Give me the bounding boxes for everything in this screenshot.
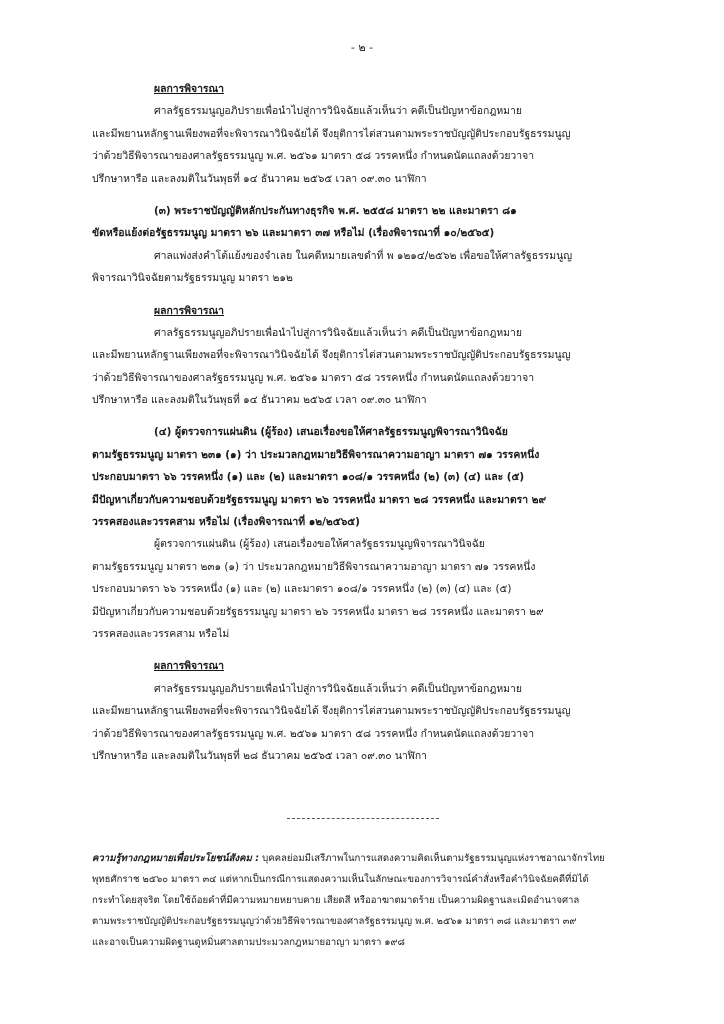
case-title-line: (๔) ผู้ตรวจการแผ่นดิน (ผู้ร้อง) เสนอเรื่องขอให้ศาลรัฐธรรมนูญพิจารณาวินิจฉัย: [154, 426, 508, 439]
section-heading: ผลการพิจารณา: [154, 660, 224, 673]
paragraph-line: และมีพยานหลักฐานเพียงพอที่จะพิจารณาวินิจฉัยได้ จึงยุติการไต่สวนตามพระราชบัญญัติประกอบรัฐธรรมนูญ: [92, 705, 571, 718]
paragraph-line: และมีพยานหลักฐานเพียงพอที่จะพิจารณาวินิจฉัยได้ จึงยุติการไต่สวนตามพระราชบัญญัติประกอบรัฐธรรมนูญ: [92, 127, 571, 140]
case-title-line: มีปัญหาเกี่ยวกับความชอบด้วยรัฐธรรมนูญ มาตรา ๒๖ วรรคหนึ่ง มาตรา ๒๘ วรรคหนึ่ง และมาตรา ๒๙: [92, 493, 547, 506]
section-heading: ผลการพิจารณา: [154, 83, 224, 95]
paragraph-line: ศาลรัฐธรรมนูญอภิปรายเพื่อนำไปสู่การวินิจฉัยแล้วเห็นว่า คดีเป็นปัญหาข้อกฎหมาย: [154, 326, 522, 339]
legal-notice-label: ความรู้ทางกฎหมายเพื่อประโยชน์สังคม :: [92, 853, 260, 864]
paragraph-line: วรรคสองและวรรคสาม หรือไม่: [92, 627, 230, 640]
legal-notice-line: พุทธศักราช ๒๕๖๐ มาตรา ๓๔ แต่หากเป็นกรณีการแสดงความเห็นในลักษณะของการวิจารณ์คำสั่งหรือคำวินิจฉัยคดีที่มิได้: [92, 874, 589, 885]
paragraph-line: ประกอบมาตรา ๖๖ วรรคหนึ่ง (๑) และ (๒) และมาตรา ๑๐๘/๑ วรรคหนึ่ง (๒) (๓) (๔) และ (๕): [92, 583, 512, 596]
paragraph-line: ปรึกษาหารือ และลงมติในวันพุธที่ ๑๔ ธันวาคม ๒๕๖๕ เวลา ๐๙.๓๐ นาฬิกา: [92, 172, 427, 185]
paragraph-line: ปรึกษาหารือ และลงมติในวันพุธที่ ๑๔ ธันวาคม ๒๕๖๕ เวลา ๐๙.๓๐ นาฬิกา: [92, 394, 427, 407]
paragraph-line: ตามรัฐธรรมนูญ มาตรา ๒๓๑ (๑) ว่า ประมวลกฎหมายวิธีพิจารณาความอาญา มาตรา ๗๑ วรรคหนึ่ง: [92, 560, 536, 573]
paragraph-line: ว่าด้วยวิธีพิจารณาของศาลรัฐธรรมนูญ พ.ศ. ๒๕๖๑ มาตรา ๕๘ วรรคหนึ่ง กำหนดนัดแถลงด้วยวาจา: [92, 150, 535, 163]
case-title-line: ตามรัฐธรรมนูญ มาตรา ๒๓๑ (๑) ว่า ประมวลกฎหมายวิธีพิจารณาความอาญา มาตรา ๗๑ วรรคหนึ่ง: [92, 448, 540, 461]
paragraph-line: ศาลรัฐธรรมนูญอภิปรายเพื่อนำไปสู่การวินิจฉัยแล้วเห็นว่า คดีเป็นปัญหาข้อกฎหมาย: [154, 105, 522, 118]
paragraph-line: และมีพยานหลักฐานเพียงพอที่จะพิจารณาวินิจฉัยได้ จึงยุติการไต่สวนตามพระราชบัญญัติประกอบรัฐธรรมนูญ: [92, 349, 571, 362]
paragraph-line: ศาลรัฐธรรมนูญอภิปรายเพื่อนำไปสู่การวินิจฉัยแล้วเห็นว่า คดีเป็นปัญหาข้อกฎหมาย: [154, 682, 522, 695]
legal-notice-line: กระทำโดยสุจริต โดยใช้ถ้อยคำที่มีความหมายหยาบคาย เสียดสี หรืออาฆาตมาดร้าย เป็นความผิดฐานละเมิดอำนาจศาล: [92, 895, 580, 906]
legal-notice-line: [92, 848, 672, 869]
paragraph-line: ปรึกษาหารือ และลงมติในวันพุธที่ ๒๘ ธันวาคม ๒๕๖๕ เวลา ๐๙.๓๐ นาฬิกา: [92, 749, 428, 762]
paragraph-line: ผู้ตรวจการแผ่นดิน (ผู้ร้อง) เสนอเรื่องขอให้ศาลรัฐธรรมนูญพิจารณาวินิจฉัย: [154, 538, 485, 551]
legal-notice-text: บุคคลย่อมมีเสรีภาพในการแสดงความคิดเห็นตามรัฐธรรมนูญแห่งราชอาณาจักรไทย: [262, 853, 605, 864]
paragraph-line: มีปัญหาเกี่ยวกับความชอบด้วยรัฐธรรมนูญ มาตรา ๒๖ วรรคหนึ่ง มาตรา ๒๘ วรรคหนึ่ง และมาตรา ๒๙: [92, 605, 544, 618]
case-title-line: (๓) พระราชบัญญัติหลักประกันทางธุรกิจ พ.ศ. ๒๕๕๘ มาตรา ๒๒ และมาตรา ๘๑: [154, 204, 517, 217]
document-body: [92, 78, 672, 767]
case-title-line: ขัดหรือแย้งต่อรัฐธรรมนูญ มาตรา ๒๖ และมาตรา ๓๗ หรือไม่ (เรื่องพิจารณาที่ ๑๐/๒๕๖๕): [92, 227, 495, 240]
case-title-line: ประกอบมาตรา ๖๖ วรรคหนึ่ง (๑) และ (๒) และมาตรา ๑๐๘/๑ วรรคหนึ่ง (๒) (๓) (๔) และ (๕): [92, 471, 525, 484]
page-number: - ๒ -: [350, 41, 374, 54]
paragraph-line: ว่าด้วยวิธีพิจารณาของศาลรัฐธรรมนูญ พ.ศ. ๒๕๖๑ มาตรา ๕๘ วรรคหนึ่ง กำหนดนัดแถลงด้วยวาจา: [92, 727, 535, 740]
paragraph-line: ว่าด้วยวิธีพิจารณาของศาลรัฐธรรมนูญ พ.ศ. ๒๕๖๑ มาตรา ๕๘ วรรคหนึ่ง กำหนดนัดแถลงด้วยวาจา: [92, 371, 535, 384]
case-title-line: วรรคสองและวรรคสาม หรือไม่ (เรื่องพิจารณาที่ ๑๒/๒๕๖๕): [92, 516, 360, 529]
section-heading: ผลการพิจารณา: [154, 304, 224, 317]
section-divider: [287, 818, 439, 819]
paragraph-line: ศาลแพ่งส่งคำโต้แย้งของจำเลย ในคดีหมายเลขดำที่ พ ๑๒๑๔/๒๕๖๒ เพื่อขอให้ศาลรัฐธรรมนูญ: [154, 249, 573, 262]
legal-notice-line: และอาจเป็นความผิดฐานดูหมิ่นศาลตามประมวลกฎหมายอาญา มาตรา ๑๙๘: [92, 937, 405, 948]
paragraph-line: พิจารณาวินิจฉัยตามรัฐธรรมนูญ มาตรา ๒๑๒: [92, 272, 293, 285]
legal-notice-line: ตามพระราชบัญญัติประกอบรัฐธรรมนูญว่าด้วยวิธีพิจารณาของศาลรัฐธรรมนูญ พ.ศ. ๒๕๖๑ มาตรา ๓๘ และมาตรา ๓๙: [92, 916, 577, 927]
legal-notice: [92, 848, 672, 953]
